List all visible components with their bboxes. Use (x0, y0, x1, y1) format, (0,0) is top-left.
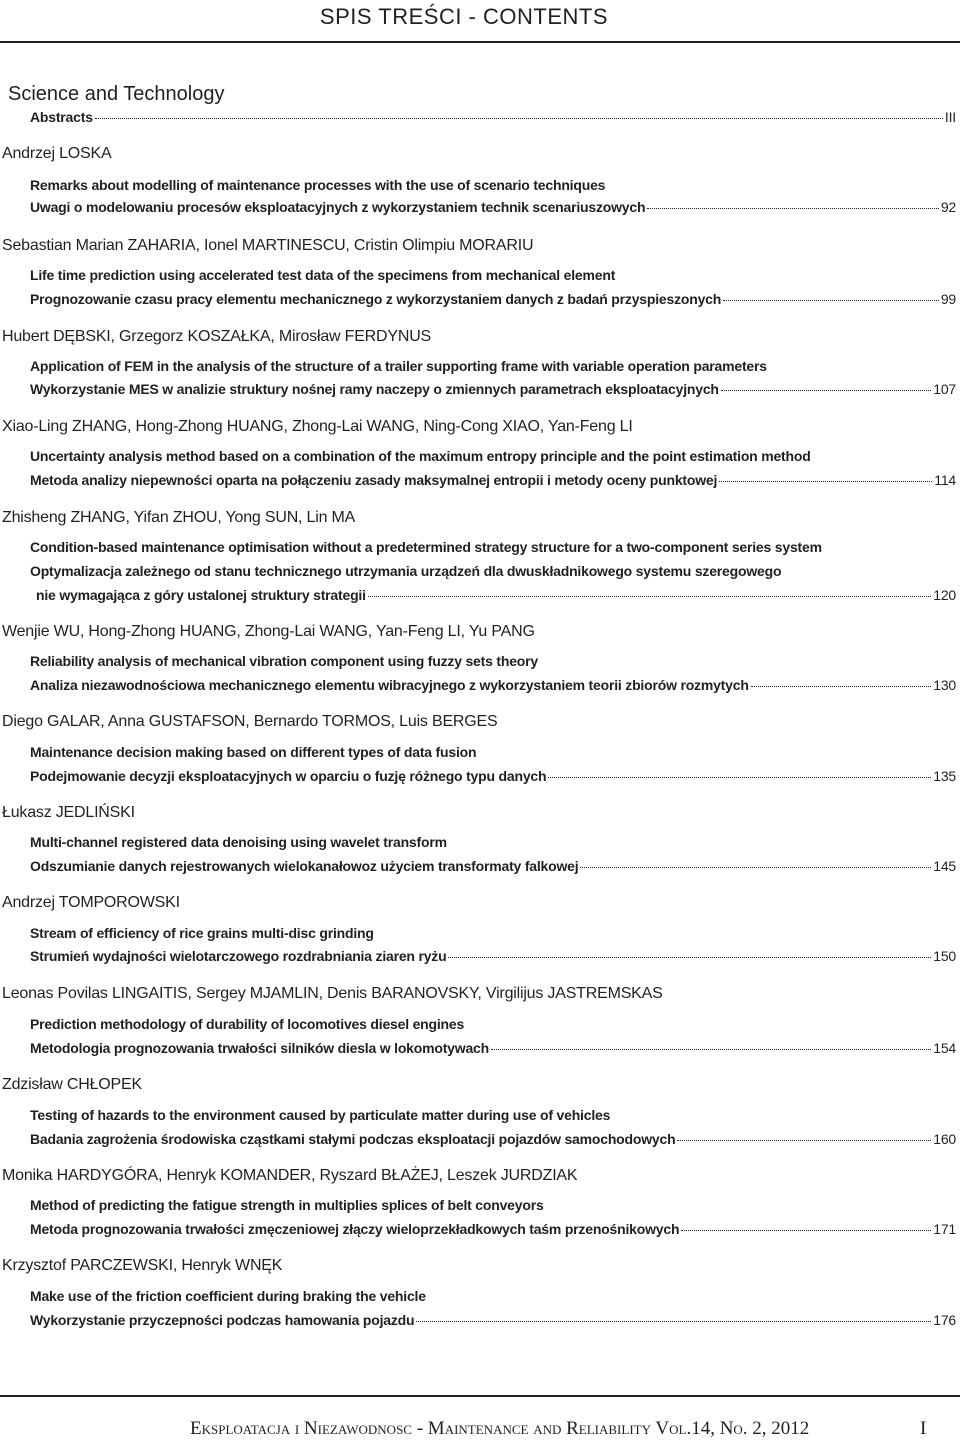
dot-leader (491, 1048, 931, 1050)
toc-entry-line[interactable] (30, 857, 956, 875)
toc-entry-line[interactable] (30, 1039, 956, 1057)
toc-entry-title-pl: Metodologia prognozowania trwałości silników diesla w lokomotywach (30, 1040, 489, 1056)
toc-entry-page-number: 120 (933, 587, 956, 603)
toc-entry-title-pl[interactable]: Optymalizacja zależnego od stanu technicznego utrzymania urządzeń dla dwuskładnikowego systemu szeregowego (30, 563, 782, 579)
toc-entry-authors: Łukasz JEDLIŃSKI (2, 804, 135, 821)
toc-entry-authors: Andrzej TOMPOROWSKI (2, 894, 180, 911)
dot-leader (368, 595, 931, 597)
toc-entry-page-number: 135 (933, 768, 956, 784)
toc-entry-authors: Andrzej LOSKA (2, 145, 112, 162)
toc-entry-line[interactable] (30, 1220, 956, 1238)
toc-entry-line[interactable] (30, 290, 956, 308)
toc-entry-line[interactable] (36, 586, 956, 604)
toc-entry-page-number: 107 (933, 381, 956, 397)
dot-leader (681, 1229, 931, 1231)
toc-entry-page-number: 150 (933, 948, 956, 964)
toc-entry-authors: Xiao-Ling ZHANG, Hong-Zhong HUANG, Zhong-Lai WANG, Ning-Cong XIAO, Yan-Feng LI (2, 418, 633, 435)
toc-entry-title-en[interactable]: Make use of the friction coefficient during braking the vehicle (30, 1288, 426, 1304)
dot-leader (448, 956, 931, 958)
toc-entry-title-pl: Prognozowanie czasu pracy elementu mechanicznego z wykorzystaniem danych z badań przyspieszonych (30, 291, 722, 307)
toc-entry-title-en[interactable]: Uncertainty analysis method based on a combination of the maximum entropy principle and the point estimation method (30, 448, 811, 464)
toc-entry-line[interactable] (30, 471, 956, 489)
toc-entry-line[interactable] (30, 767, 956, 785)
dot-leader (647, 207, 938, 209)
toc-entry-title-en[interactable]: Stream of efficiency of rice grains multi-disc grinding (30, 925, 374, 941)
dot-leader (548, 776, 931, 778)
dot-leader (95, 117, 943, 119)
toc-entry-line[interactable] (30, 380, 956, 398)
toc-abstracts-page: III (944, 109, 956, 125)
toc-entry-authors: Leonas Povilas LINGAITIS, Sergey MJAMLIN, Denis BARANOVSKY, Virgilijus JASTREMSKAS (2, 985, 663, 1002)
toc-entry-authors: Sebastian Marian ZAHARIA, Ionel MARTINESCU, Cristin Olimpiu MORARIU (2, 237, 534, 254)
toc-entry-authors: Zdzisław CHŁOPEK (2, 1076, 142, 1093)
toc-entry-page-number: 176 (933, 1312, 956, 1328)
toc-entry-page-number: 171 (933, 1221, 956, 1237)
toc-entry-title-pl: Metoda analizy niepewności oparta na połączeniu zasady maksymalnej entropii i metody oceny punktowej (30, 472, 718, 488)
dot-leader (751, 685, 932, 687)
toc-entry-title-en[interactable]: Reliability analysis of mechanical vibration component using fuzzy sets theory (30, 653, 538, 669)
toc-entry-line[interactable] (30, 198, 956, 216)
toc-entry-authors: Monika HARDYGÓRA, Henryk KOMANDER, Ryszard BŁAŻEJ, Leszek JURDZIAK (2, 1167, 578, 1184)
toc-entry-title-en[interactable]: Maintenance decision making based on different types of data fusion (30, 744, 477, 760)
toc-entry-title-pl: Badania zagrożenia środowiska cząstkami stałymi podczas eksploatacji pojazdów samochodowych (30, 1131, 676, 1147)
dot-leader (416, 1320, 931, 1322)
toc-entry-title-pl: Analiza niezawodnościowa mechanicznego elementu wibracyjnego z wykorzystaniem teorii zbiorów rozmytych (30, 677, 749, 693)
toc-entry-line[interactable] (30, 676, 956, 694)
toc-entry-title-en[interactable]: Life time prediction using accelerated test data of the specimens from mechanical element (30, 267, 616, 283)
toc-entry-title-pl: Odszumianie danych rejestrowanych wielokanałowoz użyciem transformaty falkowej (30, 858, 579, 874)
dot-leader (580, 866, 931, 868)
toc-entry-title-pl: Uwagi o modelowaniu procesów eksploatacyjnych z wykorzystaniem technik scenariuszowych (30, 199, 646, 215)
dot-leader (721, 389, 931, 391)
toc-entry-title-pl: Podejmowanie decyzji eksploatacyjnych w oparciu o fuzję różnego typu danych (30, 768, 547, 784)
toc-entry-page-number: 130 (933, 677, 956, 693)
dot-leader (723, 299, 939, 301)
toc-entry-line[interactable] (30, 1311, 956, 1329)
toc-entry-title-en[interactable]: Condition-based maintenance optimisation without a predetermined strategy structure for a two-component series system (30, 539, 822, 555)
toc-entry-line[interactable] (30, 947, 956, 965)
footer-page-number: I (920, 1418, 927, 1439)
toc-entry-authors: Hubert DĘBSKI, Grzegorz KOSZAŁKA, Mirosław FERDYNUS (2, 328, 432, 345)
dot-leader (719, 480, 932, 482)
toc-entry-title-pl: Strumień wydajności wielotarczowego rozdrabniania ziaren ryżu (30, 948, 447, 964)
footer-journal-name: Eksploatacja i Niezawodnosc - Maintenance and Reliability Vol.14, No. 2, 2012 (190, 1418, 810, 1439)
section-title: Science and Technology (8, 83, 225, 106)
toc-entry-page-number: 92 (940, 199, 956, 215)
toc-entry-title-en[interactable]: Remarks about modelling of maintenance processes with the use of scenario techniques (30, 177, 606, 193)
toc-abstracts-label: Abstracts (30, 109, 93, 125)
toc-entry-page-number: 145 (933, 858, 956, 874)
toc-entry-authors: Wenjie WU, Hong-Zhong HUANG, Zhong-Lai WANG, Yan-Feng LI, Yu PANG (2, 623, 535, 640)
toc-entry-page-number: 154 (933, 1040, 956, 1056)
toc-entry-title-en[interactable]: Testing of hazards to the environment caused by particulate matter during use of vehicles (30, 1107, 611, 1123)
toc-entry-title-en[interactable]: Method of predicting the fatigue strength in multiplies splices of belt conveyors (30, 1197, 544, 1213)
toc-entry-page-number: 160 (933, 1131, 956, 1147)
page-header-title: SPIS TREŚCI - CONTENTS (319, 4, 608, 29)
toc-entry-title-en[interactable]: Prediction methodology of durability of locomotives diesel engines (30, 1016, 465, 1032)
toc-abstracts-line[interactable] (30, 108, 956, 126)
toc-entry-title-pl: Metoda prognozowania trwałości zmęczeniowej złączy wieloprzekładkowych taśm przenośnikowych (30, 1221, 680, 1237)
toc-entry-authors: Diego GALAR, Anna GUSTAFSON, Bernardo TORMOS, Luis BERGES (2, 713, 498, 730)
toc-entry-authors: Krzysztof PARCZEWSKI, Henryk WNĘK (2, 1257, 283, 1274)
toc-entry-authors: Zhisheng ZHANG, Yifan ZHOU, Yong SUN, Lin MA (2, 509, 356, 526)
toc-entry-line[interactable] (30, 1130, 956, 1148)
toc-entry-title-pl: Wykorzystanie MES w analizie struktury nośnej ramy naczepy o zmiennych parametrach eksploatacyjnych (30, 381, 719, 397)
toc-entry-page-number: 114 (934, 472, 956, 488)
toc-entry-page-number: 99 (940, 291, 956, 307)
toc-entry-title-en[interactable]: Multi-channel registered data denoising using wavelet transform (30, 834, 447, 850)
dot-leader (677, 1139, 931, 1141)
footer-divider (0, 1395, 960, 1397)
header-divider (0, 41, 960, 43)
toc-entry-title-en[interactable]: Application of FEM in the analysis of the structure of a trailer supporting frame with variable operation parameters (30, 358, 767, 374)
toc-entry-title-pl: Wykorzystanie przyczepności podczas hamowania pojazdu (30, 1312, 415, 1328)
toc-entry-title-pl-continued: nie wymagająca z góry ustalonej struktury strategii (36, 587, 366, 603)
